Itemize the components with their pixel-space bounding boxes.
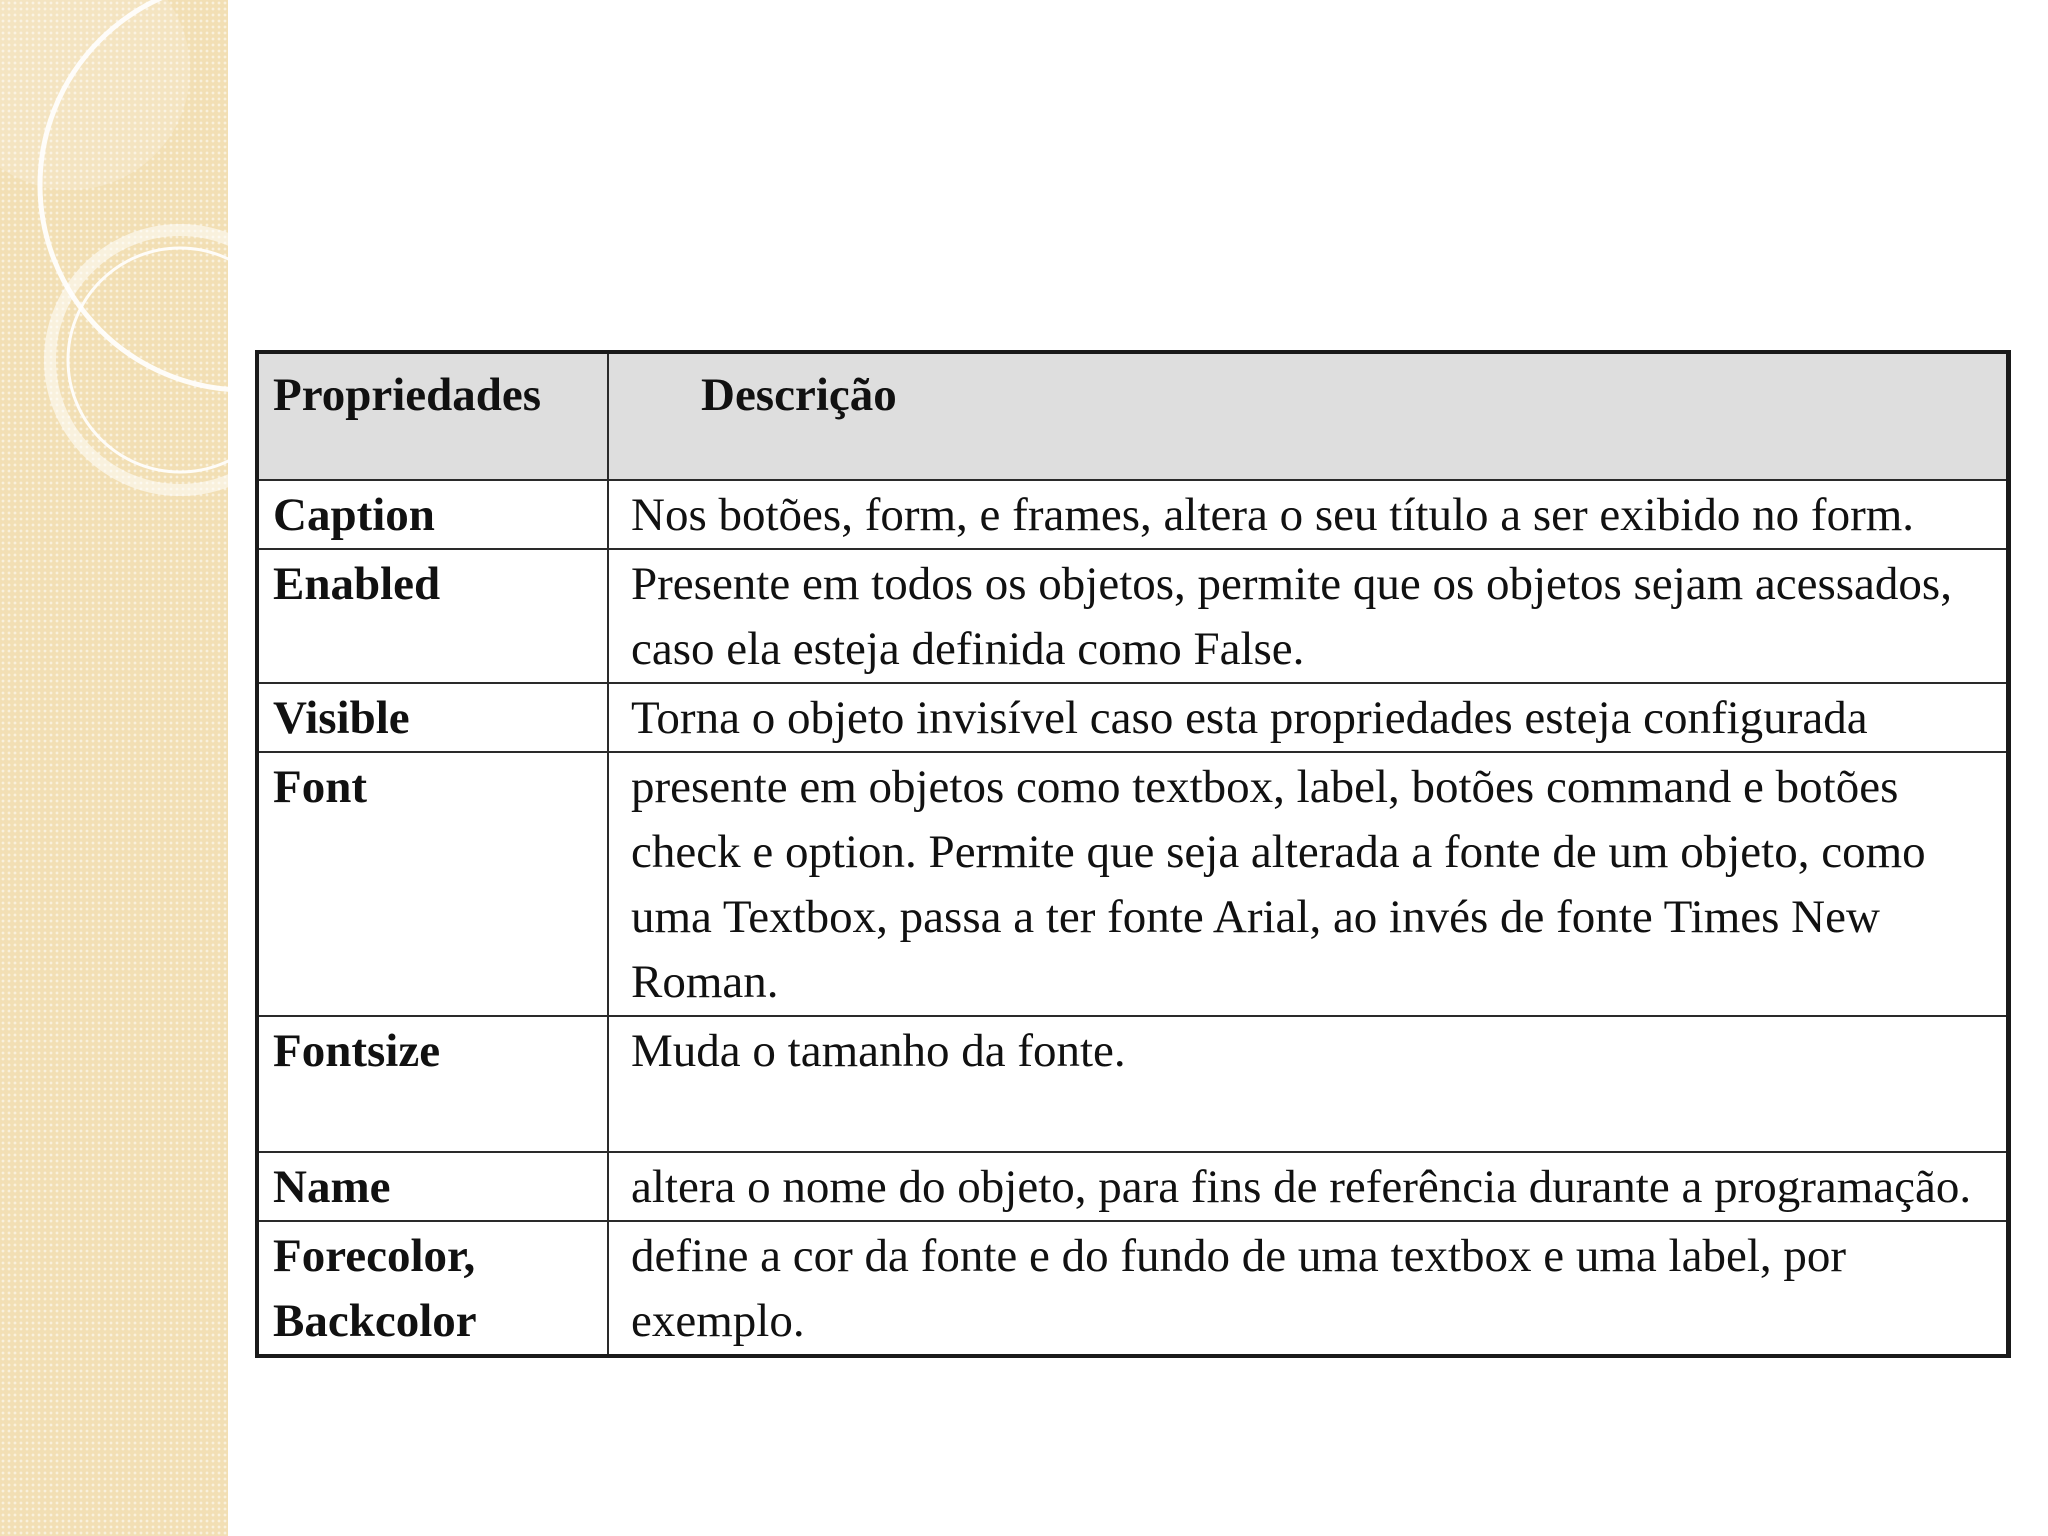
property-name: Forecolor, Backcolor (257, 1221, 608, 1356)
decorative-circles (0, 0, 260, 520)
property-description: Nos botões, form, e frames, altera o seu título a ser exibido no form. (608, 480, 2009, 549)
property-description: define a cor da fonte e do fundo de uma textbox e uma label, por exemplo. (608, 1221, 2009, 1356)
table-row (257, 1152, 2009, 1221)
header-properties: Propriedades (257, 352, 608, 480)
properties-table-container (255, 350, 2011, 1358)
table-row (257, 752, 2009, 1016)
property-name: Caption (257, 480, 608, 549)
property-name: Enabled (257, 549, 608, 683)
table-header-row (257, 352, 2009, 480)
property-description: altera o nome do objeto, para fins de referência durante a programação. (608, 1152, 2009, 1221)
property-description: Muda o tamanho da fonte. (608, 1016, 2009, 1152)
property-name: Name (257, 1152, 608, 1221)
properties-table (255, 350, 2011, 1358)
header-description: Descrição (608, 352, 2009, 480)
property-name: Visible (257, 683, 608, 752)
property-name: Font (257, 752, 608, 1016)
property-description: presente em objetos como textbox, label, botões command e botões check e option. Permite que seja alterada a fonte de um objeto, como uma Textbox, passa a ter fonte Arial, ao invés de fonte Times New Roman. (608, 752, 2009, 1016)
table-row (257, 549, 2009, 683)
property-description: Torna o objeto invisível caso esta propriedades esteja configurada (608, 683, 2009, 752)
property-description: Presente em todos os objetos, permite que os objetos sejam acessados, caso ela esteja definida como False. (608, 549, 2009, 683)
table-row (257, 683, 2009, 752)
property-name: Fontsize (257, 1016, 608, 1152)
table-row (257, 1221, 2009, 1356)
table-row (257, 1016, 2009, 1152)
table-row (257, 480, 2009, 549)
